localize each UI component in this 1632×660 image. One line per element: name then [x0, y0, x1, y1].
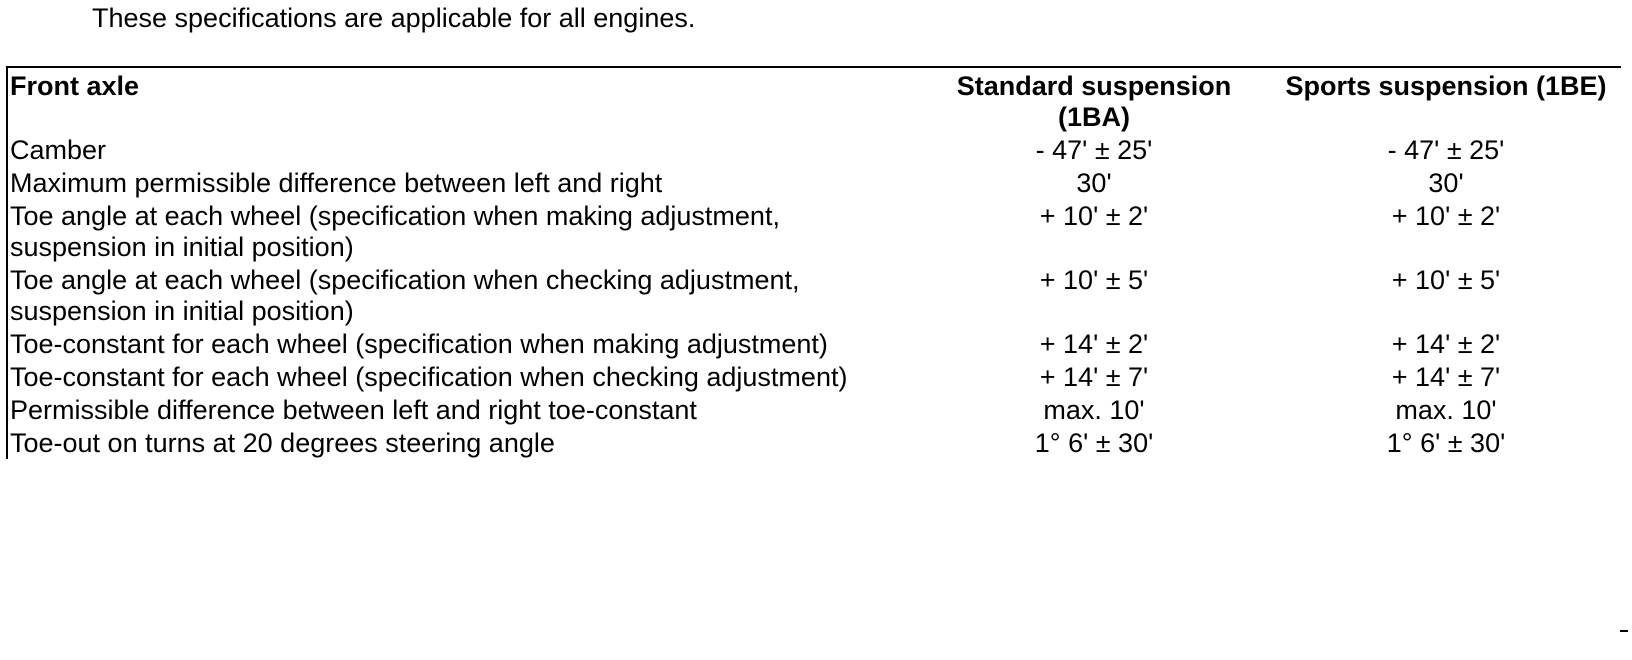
- header-front-axle: Front axle: [7, 67, 917, 133]
- standard-value: + 14' ± 2': [1039, 329, 1149, 359]
- row-label: Toe angle at each wheel (specification when checking adjustment, suspension in initial position): [7, 263, 917, 327]
- row-label: Toe angle at each wheel (specification when making adjustment, suspension in initial position): [7, 199, 917, 263]
- sports-value: + 14' ± 7': [1391, 362, 1501, 392]
- row-label: Camber: [7, 133, 917, 166]
- sports-value: - 47' ± 25': [1387, 135, 1505, 165]
- header-sports-suspension: Sports suspension (1BE): [1285, 71, 1607, 101]
- header-standard-suspension: Standard suspension (1BA): [956, 71, 1232, 132]
- page-edge-mark: [1620, 630, 1628, 632]
- table-row: [7, 199, 1621, 263]
- standard-value: + 14' ± 7': [1039, 362, 1149, 392]
- table-header-row: [7, 67, 1621, 133]
- table-row: [7, 360, 1621, 393]
- standard-value: max. 10': [1043, 395, 1145, 425]
- standard-value: 30': [1076, 168, 1112, 198]
- table-row: [7, 263, 1621, 327]
- sports-value: + 10' ± 2': [1391, 201, 1501, 231]
- table-row: [7, 426, 1621, 459]
- row-label: Toe-out on turns at 20 degrees steering angle: [7, 426, 917, 459]
- row-label: Toe-constant for each wheel (specification when checking adjustment): [7, 360, 917, 393]
- sports-value: + 10' ± 5': [1391, 265, 1501, 295]
- front-axle-spec-table: [6, 66, 1621, 459]
- table-row: [7, 327, 1621, 360]
- row-label: Toe-constant for each wheel (specification when making adjustment): [7, 327, 917, 360]
- standard-value: + 10' ± 5': [1039, 265, 1149, 295]
- standard-value: - 47' ± 25': [1035, 135, 1153, 165]
- sports-value: 30': [1428, 168, 1464, 198]
- standard-value: 1° 6' ± 30': [1034, 428, 1154, 458]
- sports-value: max. 10': [1395, 395, 1497, 425]
- row-label: Maximum permissible difference between left and right: [7, 166, 917, 199]
- table-row: [7, 133, 1621, 166]
- sports-value: + 14' ± 2': [1391, 329, 1501, 359]
- sports-value: 1° 6' ± 30': [1386, 428, 1506, 458]
- standard-value: + 10' ± 2': [1039, 201, 1149, 231]
- table-row: [7, 393, 1621, 426]
- intro-text: These specifications are applicable for all engines.: [92, 3, 696, 33]
- table-row: [7, 166, 1621, 199]
- row-label: Permissible difference between left and right toe-constant: [7, 393, 917, 426]
